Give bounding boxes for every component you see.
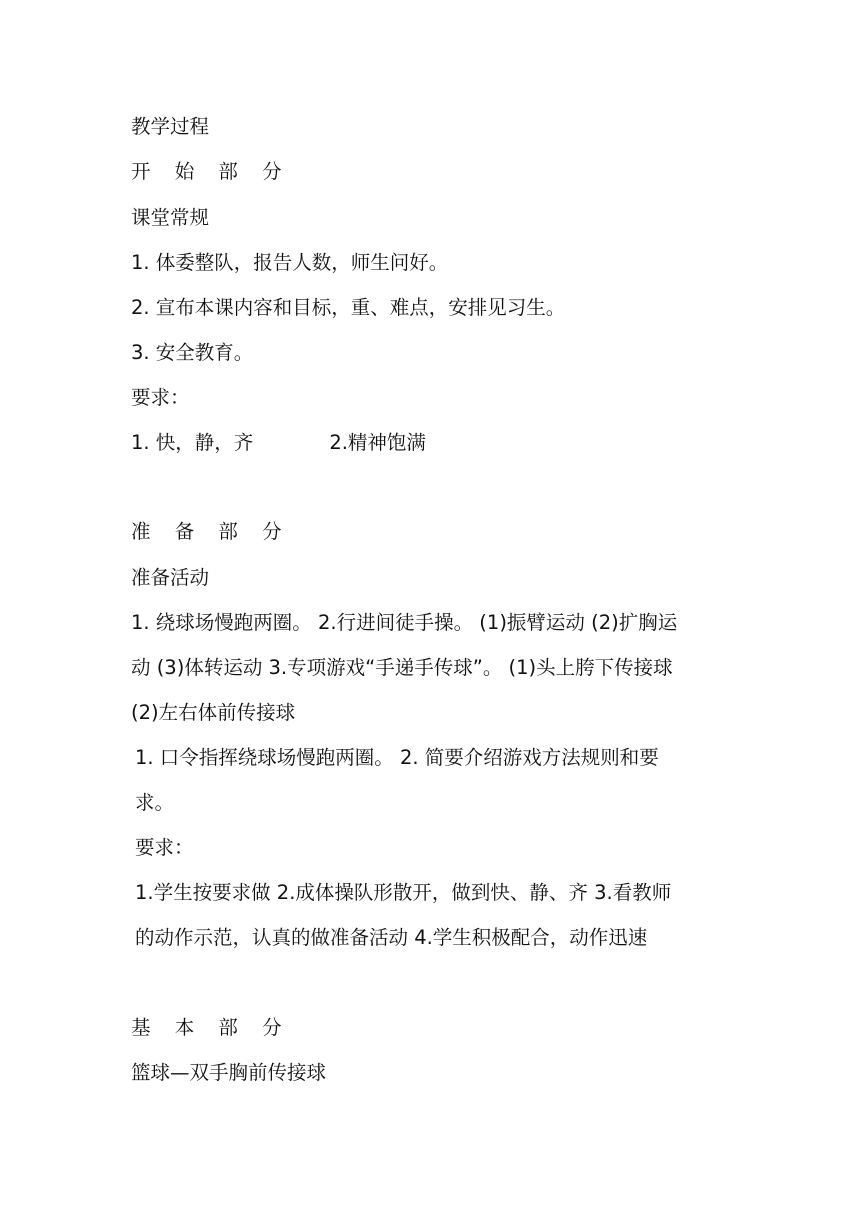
section-start-heading: 开 始 部 分 (131, 160, 291, 183)
start-item: 2. 宣布本课内容和目标，重、难点，安排见习生。 (131, 296, 566, 319)
prepare-activity-line: 动 (3)体转运动 3.专项游戏“手递手传球”。 (1)头上胯下传接球 (131, 656, 673, 679)
start-item: 1. 体委整队，报告人数，师生问好。 (131, 251, 449, 274)
section-basic-subtitle: 篮球—双手胸前传接球 (131, 1061, 327, 1084)
prepare-requirement-line: 的动作示范，认真的做准备活动 4.学生积极配合，动作迅速 (135, 926, 648, 949)
prepare-requirement-line: 1.学生按要求做 2.成体操队形散开，做到快、静、齐 3.看教师 (135, 881, 672, 904)
start-item: 3. 安全教育。 (131, 341, 254, 364)
section-start-subtitle: 课堂常规 (131, 206, 210, 229)
requirement-item: 1. 快，静，齐 (131, 431, 254, 454)
section-prepare-subtitle: 准备活动 (131, 566, 210, 589)
prepare-requirements-label: 要求： (135, 836, 194, 859)
teacher-method-line: 求。 (135, 791, 175, 814)
section-basic-heading: 基 本 部 分 (131, 1016, 291, 1039)
document-title: 教学过程 (131, 115, 210, 138)
section-prepare-heading: 准 备 部 分 (131, 520, 291, 543)
start-requirements-label: 要求： (131, 386, 190, 409)
teacher-method-line: 1. 口令指挥绕球场慢跑两圈。 2. 简要介绍游戏方法规则和要 (135, 746, 659, 769)
prepare-activity-line: 1. 绕球场慢跑两圈。 2.行进间徒手操。 (1)振臂运动 (2)扩胸运 (131, 611, 678, 634)
prepare-activity-line: (2)左右体前传接球 (131, 701, 296, 724)
requirement-item: 2.精神饱满 (329, 431, 426, 454)
start-requirements (131, 431, 426, 455)
